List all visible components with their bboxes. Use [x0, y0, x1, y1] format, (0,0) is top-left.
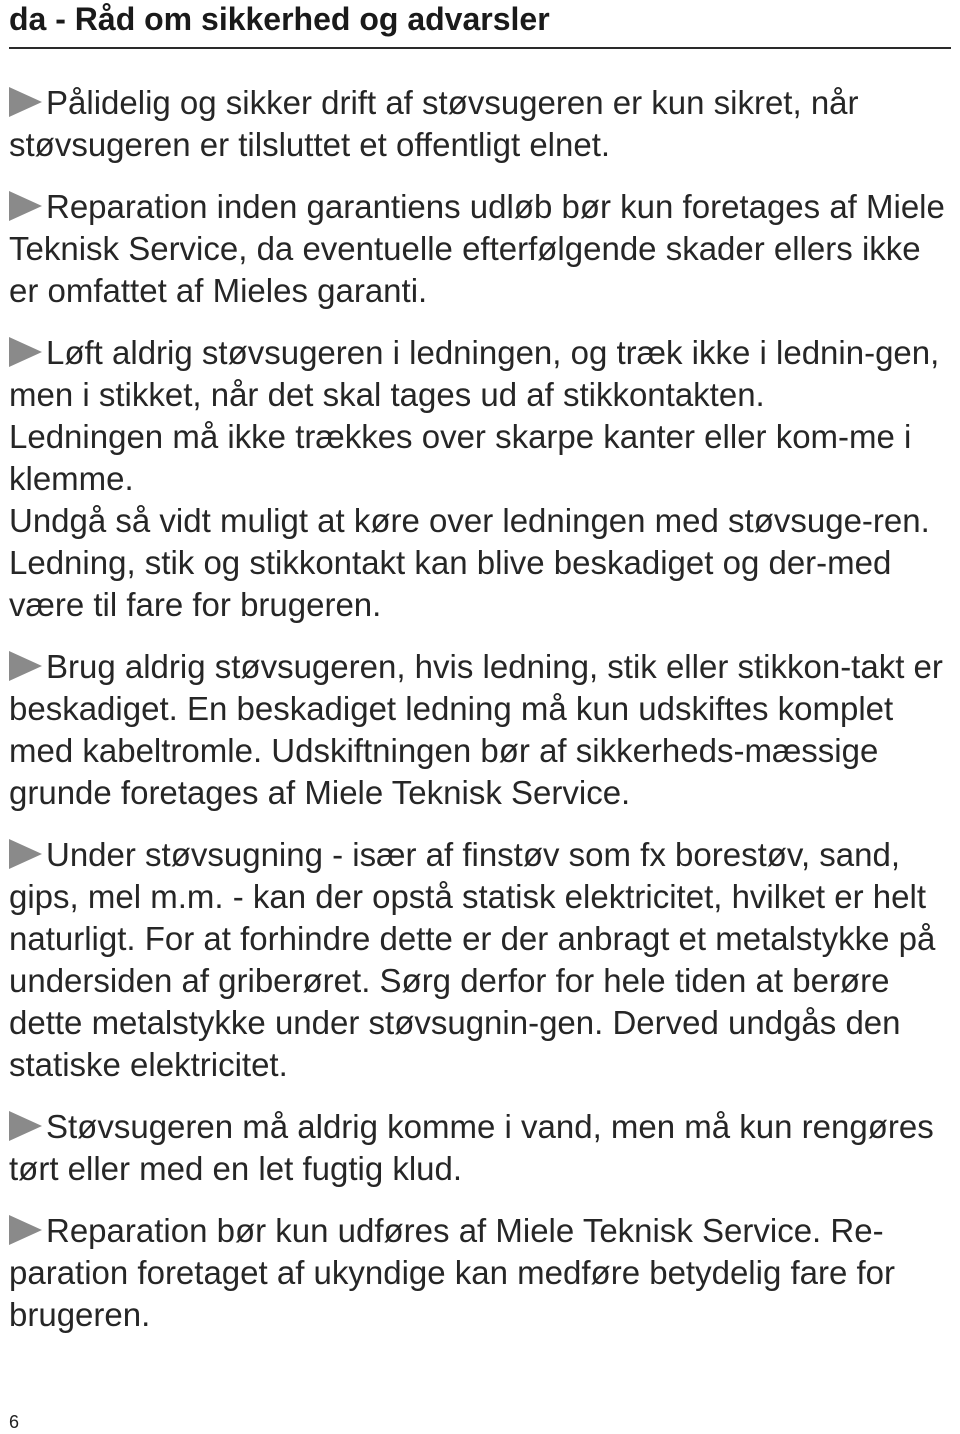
safety-item: [9, 1210, 954, 1336]
triangle-arrow-icon: [9, 834, 46, 876]
safety-item: [9, 646, 954, 814]
safety-item: [9, 834, 954, 1086]
triangle-arrow-icon: [9, 646, 46, 688]
safety-paragraph: Ledningen må ikke trækkes over skarpe kanter eller kom-me i klemme.: [9, 418, 912, 497]
page-number: 6: [9, 1412, 20, 1432]
triangle-arrow-icon: [9, 332, 46, 374]
safety-instructions: [9, 82, 954, 1336]
safety-paragraph: Reparation inden garantiens udløb bør kun foretages af Miele Teknisk Service, da eventuelle efterfølgende skader ellers ikke er omfattet af Mieles garanti.: [9, 188, 945, 309]
safety-paragraph: Støvsugeren må aldrig komme i vand, men må kun rengøres tørt eller med en let fugtig klud.: [9, 1108, 934, 1187]
header-divider: [9, 47, 951, 49]
triangle-arrow-icon: [9, 1210, 46, 1252]
safety-paragraph: Undgå så vidt muligt at køre over ledningen med støvsuge-ren.: [9, 502, 930, 539]
safety-item: [9, 332, 954, 626]
safety-paragraph: Under støvsugning - især af finstøv som fx borestøv, sand, gips, mel m.m. - kan der opstå statisk elektricitet, hvilket er helt naturligt. For at forhindre dette er der anbragt et metalstykke på undersiden af griberøret. Sørg derfor for hele tiden at berøre dette metalstykke under støvsugnin-gen. Derved undgås den statiske elektricitet.: [9, 836, 936, 1083]
triangle-arrow-icon: [9, 186, 46, 228]
safety-paragraph: Ledning, stik og stikkontakt kan blive beskadiget og der-med være til fare for brugeren.: [9, 544, 892, 623]
safety-paragraph: Reparation bør kun udføres af Miele Teknisk Service. Re-paration foretaget af ukyndige kan medføre betydelig fare for brugeren.: [9, 1212, 896, 1333]
triangle-arrow-icon: [9, 82, 46, 124]
safety-item: [9, 82, 954, 166]
safety-paragraph: Pålidelig og sikker drift af støvsugeren er kun sikret, når støvsugeren er tilsluttet et offentligt elnet.: [9, 84, 859, 163]
safety-item: [9, 186, 954, 312]
safety-paragraph: Brug aldrig støvsugeren, hvis ledning, stik eller stikkon-takt er beskadiget. En beskadiget ledning må kun udskiftes komplet med kabeltromle. Udskiftningen bør af sikkerheds-mæssige grunde foretages af Miele Teknisk Service.: [9, 648, 943, 811]
safety-paragraph: Løft aldrig støvsugeren i ledningen, og træk ikke i lednin-gen, men i stikket, når det skal tages ud af stikkontakten.: [9, 334, 940, 413]
safety-item: [9, 1106, 954, 1190]
triangle-arrow-icon: [9, 1106, 46, 1148]
page-header: [9, 0, 951, 49]
page-title: da - Råd om sikkerhed og advarsler: [9, 1, 550, 37]
